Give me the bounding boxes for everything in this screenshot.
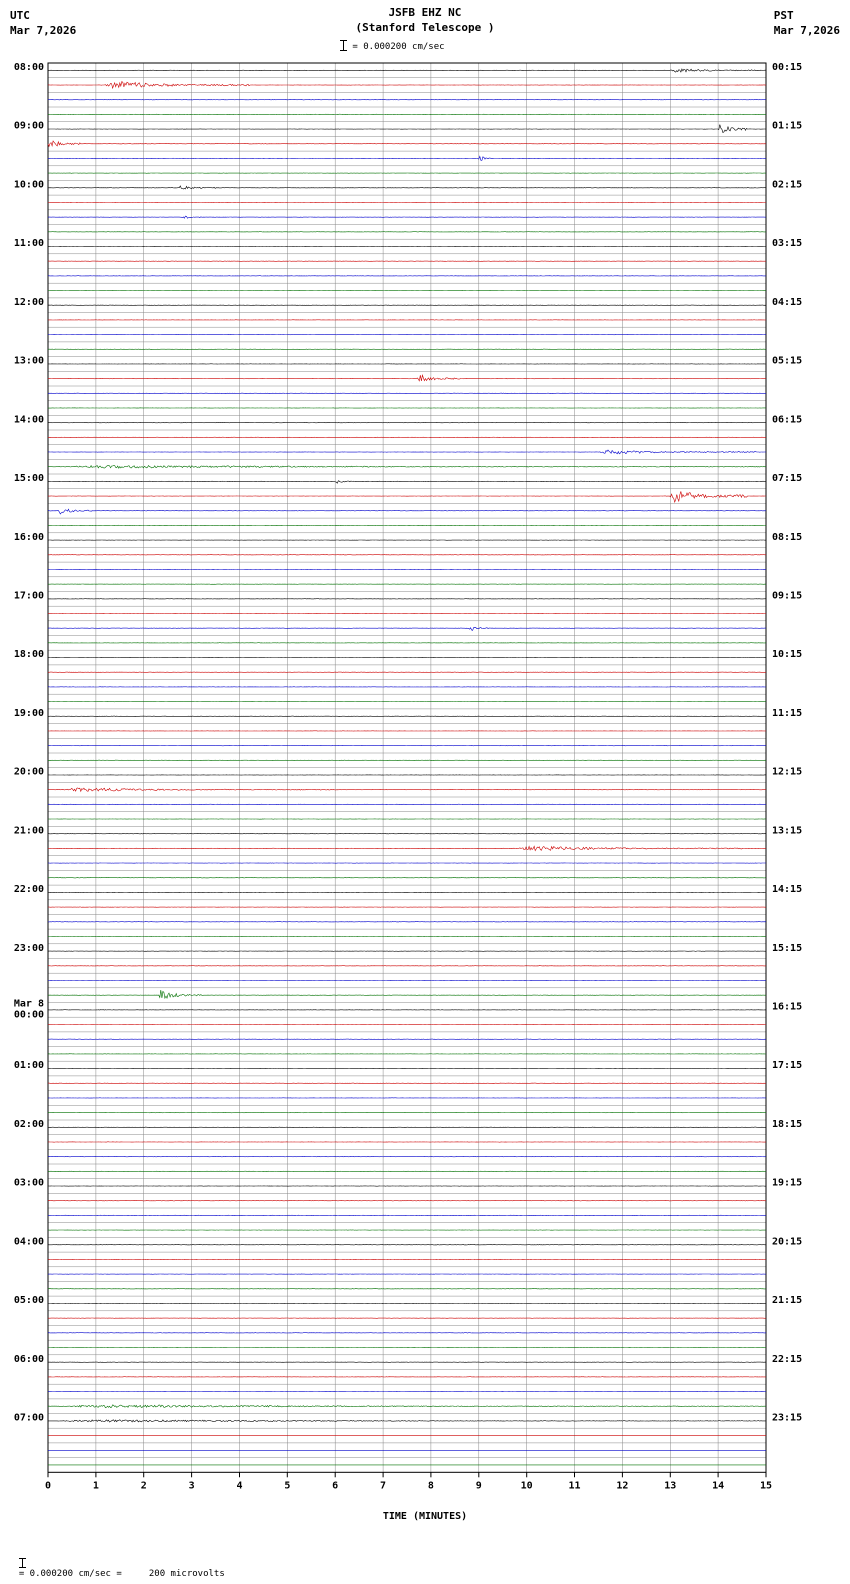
- axis-tick-label: 09:15: [772, 590, 803, 602]
- axis-tick-label: 03:00: [13, 1177, 44, 1189]
- axis-tick-label: 10:15: [772, 649, 803, 661]
- trace-line: [48, 509, 766, 514]
- axis-tick-label: 0: [44, 1480, 52, 1492]
- axis-tick-label: 22:00: [13, 884, 44, 896]
- axis-tick-label: 9: [475, 1480, 482, 1492]
- axis-tick-label: 11:00: [13, 238, 44, 250]
- footer-scale-note: [8, 1548, 225, 1579]
- axis-tick-label: 01:15: [772, 120, 803, 132]
- chart-header: [0, 0, 850, 56]
- header-left-timezone: UTC: [10, 9, 30, 22]
- axis-tick-label: 05:00: [13, 1295, 44, 1307]
- trace-line: [48, 788, 766, 791]
- trace-line: [48, 125, 766, 133]
- axis-tick-label: 1: [92, 1480, 99, 1492]
- axis-tick-label: 11:15: [772, 707, 803, 719]
- axis-tick-label: 18:00: [13, 649, 44, 661]
- axis-tick-label: 00:00: [13, 1009, 44, 1021]
- trace-line: [48, 450, 766, 454]
- footer-scale-label: = 0.000200 cm/sec = 200 microvolts: [18, 1569, 225, 1579]
- axis-tick-label: 18:15: [772, 1118, 803, 1130]
- axis-tick-label: 19:15: [772, 1177, 803, 1189]
- axis-tick-label: 8: [427, 1480, 434, 1492]
- axis-tick-label: 13:00: [13, 355, 44, 367]
- axis-tick-label: 5: [284, 1480, 291, 1492]
- axis-tick-label: 08:00: [13, 62, 44, 73]
- trace-line: [48, 375, 766, 381]
- axis-tick-label: 10: [520, 1480, 533, 1492]
- header-right-block: [774, 8, 840, 38]
- axis-tick-label: 15: [759, 1480, 773, 1492]
- axis-tick-label: 21:00: [13, 825, 44, 837]
- axis-tick-label: 4: [236, 1480, 243, 1492]
- axis-tick-label: 04:15: [772, 296, 803, 308]
- trace-line: [48, 491, 766, 502]
- scale-legend-label: = 0.000200 cm/sec: [352, 42, 445, 52]
- axis-tick-label: 05:15: [772, 355, 803, 367]
- axis-tick-label: 22:15: [772, 1353, 803, 1365]
- trace-group: [48, 69, 766, 1465]
- axis-tick-label: 17:00: [13, 590, 44, 602]
- axis-tick-label: 15:00: [13, 473, 44, 485]
- trace-line: [48, 465, 766, 468]
- header-title-block: [0, 5, 850, 35]
- axis-tick-label: 14: [712, 1480, 725, 1492]
- x-axis-title: TIME (MINUTES): [382, 1511, 468, 1522]
- header-right-date: Mar 7,2026: [773, 24, 840, 37]
- axis-tick-label: 13: [664, 1480, 677, 1492]
- trace-line: [48, 216, 766, 218]
- trace-line: [48, 1405, 766, 1408]
- trace-line: [48, 627, 766, 630]
- grid-lines: [48, 63, 766, 1472]
- axis-tick-label: 08:15: [772, 531, 803, 543]
- axis-tick-label: 02:00: [13, 1118, 44, 1130]
- footer-scale-bar-icon: [19, 1558, 26, 1568]
- page-subtitle: (Stanford Telescope ): [355, 21, 495, 34]
- axis-tick-label: 21:15: [772, 1295, 803, 1307]
- axis-tick-label: 11: [568, 1480, 581, 1492]
- seismogram-plot: [0, 56, 850, 1516]
- axis-tick-label: 06:00: [13, 1353, 44, 1365]
- axis-tick-label: 2: [140, 1480, 147, 1492]
- axis-tick-label: 7: [380, 1480, 387, 1492]
- axis-tick-label: 23:15: [772, 1412, 803, 1424]
- axis-tick-label: 07:00: [13, 1412, 44, 1424]
- axis-tick-label: 09:00: [13, 120, 44, 132]
- axis-tick-label: 3: [188, 1480, 195, 1492]
- axis-tick-label: 03:15: [772, 238, 803, 250]
- axis-tick-label: 6: [332, 1480, 339, 1492]
- axis-tick-label: 23:00: [13, 942, 44, 954]
- axis-tick-label: 20:15: [772, 1236, 803, 1248]
- axis-tick-label: 02:15: [772, 179, 803, 191]
- trace-line: [48, 82, 766, 89]
- trace-line: [48, 186, 766, 189]
- axis-tick-label: 12:00: [13, 296, 44, 308]
- axis-tick-label: 04:00: [13, 1236, 44, 1248]
- trace-line: [48, 846, 766, 850]
- axis-tick-label: 01:00: [13, 1060, 44, 1072]
- axis-tick-label: 07:15: [772, 473, 803, 485]
- axis-labels: [14, 62, 802, 1491]
- trace-line: [48, 69, 766, 72]
- header-right-timezone: PST: [773, 9, 794, 22]
- trace-line: [48, 141, 766, 146]
- axis-tick-label: 15:15: [772, 942, 803, 954]
- scale-legend: [340, 40, 445, 52]
- axis-tick-label: 12: [616, 1480, 629, 1492]
- axis-tick-label: 14:15: [772, 884, 803, 896]
- axis-tick-label: 17:15: [772, 1060, 803, 1072]
- trace-line: [48, 1420, 766, 1422]
- axis-tick-label: 16:00: [13, 531, 44, 543]
- trace-line: [48, 990, 766, 998]
- axis-tick-label: 19:00: [13, 707, 44, 719]
- trace-line: [48, 156, 766, 160]
- axis-tick-label: 20:00: [13, 766, 44, 778]
- axis-tick-label: 10:00: [13, 179, 44, 191]
- axis-tick-label: Mar 8: [13, 998, 44, 1010]
- axis-tick-label: 14:00: [13, 414, 44, 426]
- trace-line: [48, 481, 766, 483]
- axis-tick-label: 00:15: [772, 62, 803, 73]
- axis-tick-label: 13:15: [772, 825, 803, 837]
- axis-tick-label: 06:15: [772, 414, 803, 426]
- scale-bar-icon: [340, 40, 347, 51]
- header-left-date: Mar 7,2026: [10, 24, 77, 37]
- axis-tick-label: 12:15: [772, 766, 803, 778]
- axis-tick-label: 16:15: [772, 1001, 803, 1013]
- page-title: JSFB EHZ NC: [388, 6, 462, 19]
